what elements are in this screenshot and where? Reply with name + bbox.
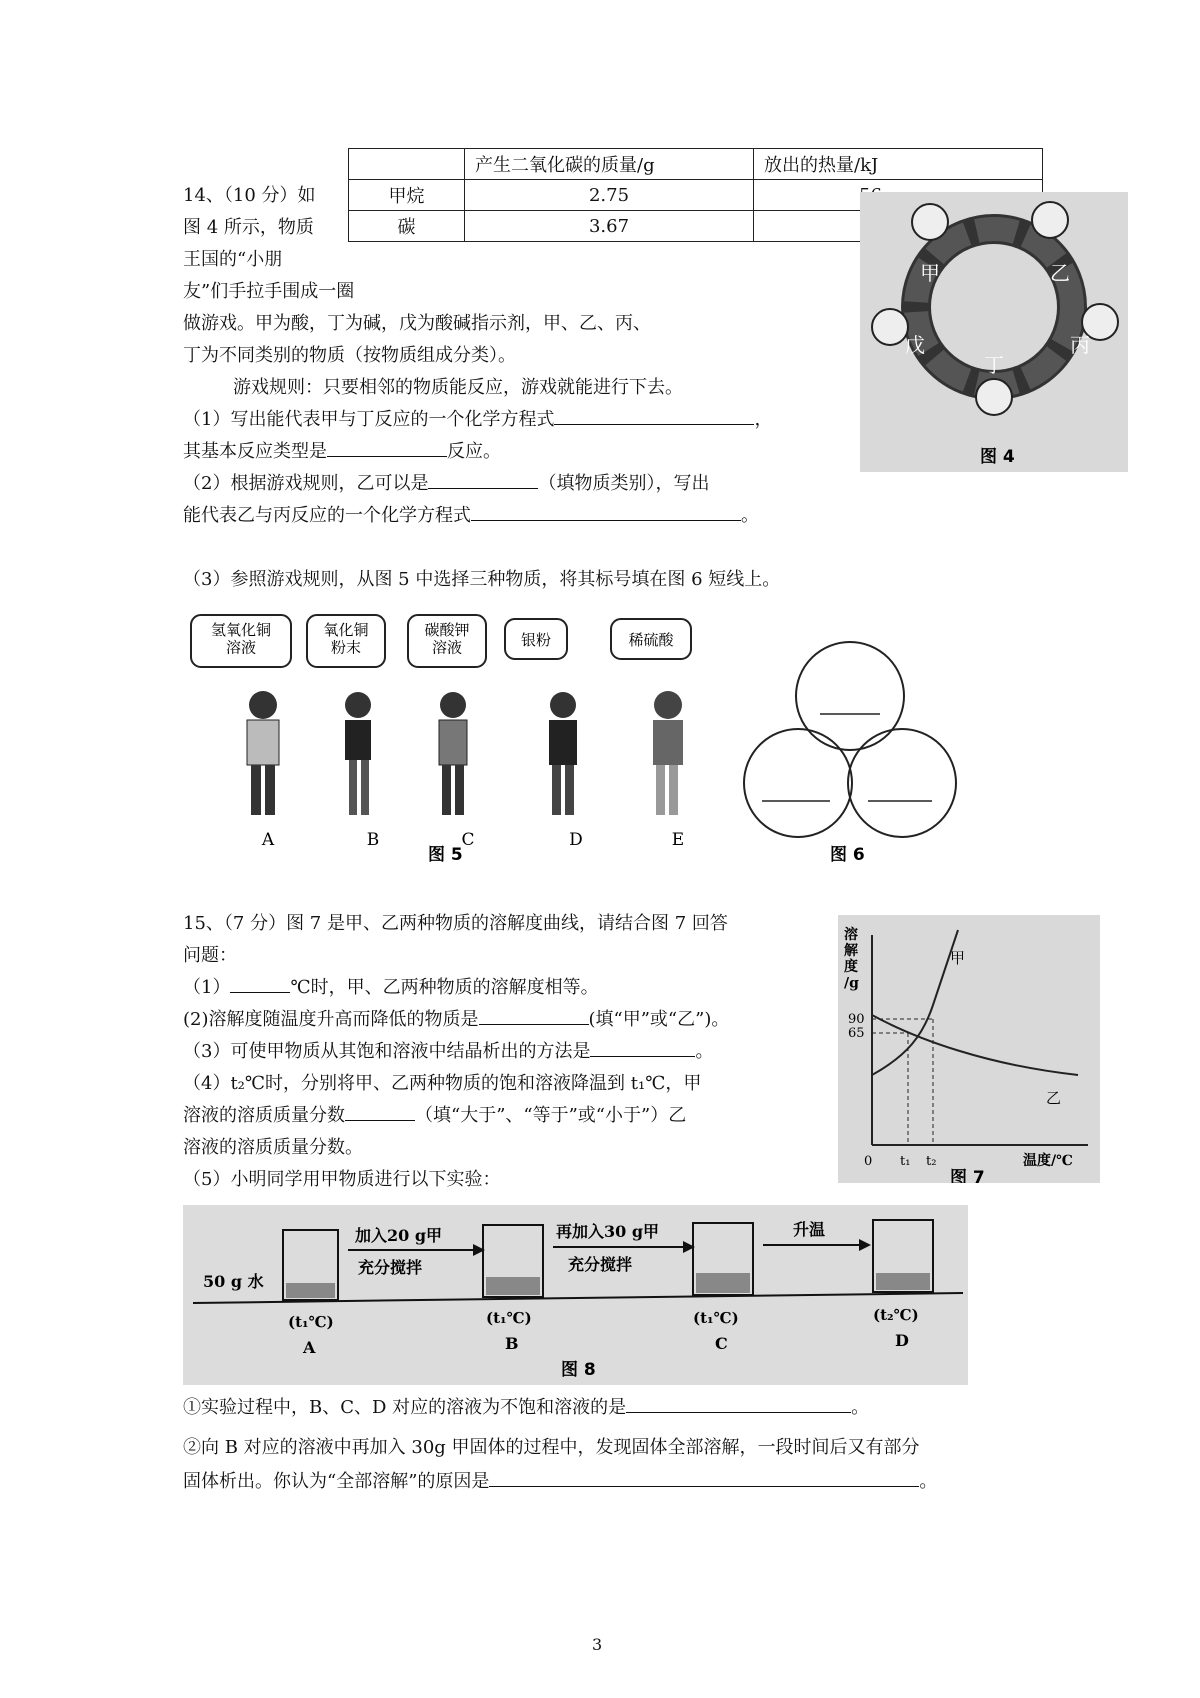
- q15-text: ①实验过程中，B、C、D 对应的溶液为不饱和溶液的是: [183, 1397, 627, 1418]
- origin-label: 0: [864, 1154, 873, 1169]
- option-letter: E: [671, 830, 685, 850]
- q14-part2: [183, 468, 709, 500]
- beaker-letter: C: [715, 1334, 728, 1353]
- experiment-diagram: [183, 1205, 968, 1385]
- table-cell: 2.75: [465, 180, 754, 211]
- q14-part1-text: 其基本反应类型是: [183, 441, 327, 462]
- answer-blank[interactable]: [489, 1466, 919, 1487]
- q15-text: 固体析出。你认为“全部溶解”的原因是: [183, 1471, 490, 1492]
- q15-text: 溶液的溶质质量分数: [183, 1105, 345, 1126]
- q15-part4: （4）t₂℃时，分别将甲、乙两种物质的饱和溶液降温到 t₁℃，甲: [183, 1073, 702, 1094]
- y-tick: 90: [848, 1012, 865, 1027]
- figure-5: [183, 605, 723, 870]
- q14-part1-text: ，: [754, 409, 773, 430]
- figure-caption: 图 6: [830, 845, 865, 865]
- beaker-letter: B: [505, 1334, 519, 1353]
- figure-7: [838, 915, 1100, 1183]
- beaker-temp: (t₂℃): [873, 1306, 919, 1324]
- fig6-circle-top: [796, 642, 904, 750]
- option-letter: A: [261, 830, 275, 850]
- beaker-b: [483, 1225, 543, 1353]
- q15-part4-line2: [183, 1100, 686, 1132]
- q15-sub2-line2: [183, 1466, 937, 1498]
- table-cell: 3.67: [465, 211, 754, 242]
- y-axis-label: 溶解度/g: [844, 927, 859, 992]
- fig4-label: 丁: [984, 353, 1004, 377]
- q15-text: 。: [695, 1041, 714, 1062]
- figure-caption: 图 7: [950, 1168, 985, 1183]
- q15-text: 。: [919, 1471, 938, 1492]
- arrow-label: 再加入30 g甲: [556, 1222, 660, 1241]
- q14-part1: [183, 404, 772, 436]
- q14-part1-text: （1）写出能代表甲与丁反应的一个化学方程式: [183, 409, 555, 430]
- arrow-label: 加入20 g甲: [355, 1226, 443, 1245]
- series-label: 甲: [950, 949, 966, 967]
- q15-part4-line3: 溶液的溶质质量分数。: [183, 1137, 363, 1158]
- beaker-temp: (t₁℃): [288, 1313, 334, 1331]
- figure-caption: 图 8: [561, 1360, 596, 1380]
- q15-part5: （5）小明同学用甲物质进行以下实验：: [183, 1169, 501, 1190]
- arrow-label: 充分搅拌: [568, 1255, 633, 1274]
- table-cell: 碳: [349, 211, 465, 242]
- q15-line: 问题：: [183, 945, 237, 966]
- answer-blank[interactable]: [428, 468, 538, 489]
- arrow-step-3: [763, 1220, 871, 1251]
- fig5-person-a: [191, 615, 291, 850]
- q14-part2-text: 能代表乙与丙反应的一个化学方程式: [183, 505, 471, 526]
- arrow-label: 升温: [793, 1220, 826, 1239]
- fig4-label: 甲: [920, 261, 940, 285]
- q14-line: 14、（10 分）如: [183, 185, 316, 206]
- table-header-cell: 放出的热量/kJ: [754, 149, 1043, 180]
- x-tick: t₂: [926, 1154, 937, 1169]
- q15-text: （3）可使甲物质从其饱和溶液中结晶析出的方法是: [183, 1041, 591, 1062]
- game-rule: 游戏规则：只要相邻的物质能反应，游戏就能进行下去。: [233, 377, 683, 398]
- bubble-text: 稀硫酸: [628, 631, 674, 649]
- q14-line: 王国的“小朋: [183, 249, 283, 270]
- figure-4: [860, 192, 1128, 472]
- q15-text: （1）: [183, 977, 231, 998]
- q14-part2-text: （填物质类别），写出: [538, 473, 710, 494]
- fig5-person-b: [307, 615, 385, 850]
- answer-blank[interactable]: [471, 500, 741, 521]
- q15-sub2: ②向 B 对应的溶液中再加入 30g 甲固体的过程中，发现固体全部溶解，一段时间后又有部分: [183, 1437, 920, 1458]
- figure-8: [183, 1205, 968, 1385]
- q14-part2-line2: [183, 500, 759, 532]
- fig6-circle-left: [744, 729, 852, 837]
- beaker-letter: D: [895, 1331, 909, 1350]
- option-letter: D: [569, 830, 583, 850]
- q15-text: (2)溶解度随温度升高而降低的物质是: [183, 1009, 479, 1030]
- answer-blank[interactable]: [479, 1004, 589, 1025]
- q15-part3: [183, 1036, 713, 1068]
- bubble-text: 氧化铜粉末: [323, 621, 369, 657]
- q15-text: （填“大于”、“等于”或“小于”）乙: [415, 1105, 687, 1126]
- x-axis-label: 温度/℃: [1023, 1153, 1073, 1169]
- q14-part2-text: 。: [741, 505, 759, 526]
- figure-caption: 图 4: [980, 447, 1015, 467]
- q14-part1-line2: [183, 436, 501, 468]
- bubble-text: 碳酸钾溶液: [424, 621, 470, 657]
- answer-blank[interactable]: [554, 404, 754, 425]
- answer-blank[interactable]: [626, 1392, 851, 1413]
- y-tick: 65: [848, 1026, 865, 1041]
- q14-part2-text: （2）根据游戏规则，乙可以是: [183, 473, 429, 494]
- table-header-cell: [349, 149, 465, 180]
- curve-yi: [872, 1015, 1078, 1075]
- fig6-circle-right: [848, 729, 956, 837]
- arrow-step-2: [553, 1222, 695, 1274]
- table-header-cell: 产生二氧化碳的质量/g: [465, 149, 754, 180]
- x-tick: t₁: [900, 1154, 911, 1169]
- beaker-d: [873, 1220, 933, 1350]
- q14-line: 友”们手拉手围成一圈: [183, 281, 355, 302]
- q15-sub1: [183, 1392, 869, 1424]
- beaker-temp: (t₁℃): [486, 1309, 532, 1327]
- q14-line: 做游戏。甲为酸，丁为碱，戊为酸碱指示剂，甲、乙、丙、: [183, 313, 651, 334]
- q14-part3: （3）参照游戏规则，从图 5 中选择三种物质，将其标号填在图 6 短线上。: [183, 569, 781, 590]
- page-number: 3: [592, 1635, 603, 1654]
- option-letter: B: [366, 830, 380, 850]
- fig4-label: 戊: [905, 333, 925, 357]
- solubility-chart: [838, 915, 1100, 1183]
- answer-blank[interactable]: [327, 436, 447, 457]
- fig4-label: 乙: [1050, 261, 1070, 285]
- children-circle-illustration: [860, 192, 1128, 472]
- answer-blank[interactable]: [230, 972, 290, 993]
- q14-line: 图 4 所示，物质: [183, 217, 314, 238]
- arrow-label: 充分搅拌: [358, 1258, 423, 1277]
- table-cell: 甲烷: [349, 180, 465, 211]
- water-label: 50 g 水: [203, 1272, 264, 1291]
- q14-part1-text: 反应。: [447, 441, 501, 462]
- q15-line: 15、（7 分）图 7 是甲、乙两种物质的溶解度曲线，请结合图 7 回答: [183, 913, 728, 934]
- q15-part1: [183, 972, 599, 1004]
- answer-blank[interactable]: [590, 1036, 695, 1057]
- bubble-text: 氢氧化铜溶液: [210, 621, 272, 657]
- q14-line: 丁为不同类别的物质（按物质组成分类）。: [183, 345, 516, 366]
- curve-jia: [872, 930, 958, 1075]
- beaker-temp: (t₁℃): [693, 1309, 739, 1327]
- q15-text: (填“甲”或“乙”)。: [588, 1009, 730, 1030]
- figure-6: [740, 638, 960, 868]
- arrow-step-1: [348, 1226, 485, 1277]
- fig5-person-d: [505, 619, 583, 850]
- answer-blank[interactable]: [345, 1100, 415, 1121]
- figure-caption: 图 5: [428, 845, 463, 865]
- fig4-label: 丙: [1070, 333, 1090, 357]
- fig5-person-c: [408, 615, 486, 850]
- beaker-a: [283, 1230, 338, 1357]
- series-label: 乙: [1046, 1089, 1062, 1107]
- option-letter: C: [461, 830, 475, 850]
- q15-text: 。: [851, 1397, 870, 1418]
- beaker-letter: A: [303, 1338, 316, 1357]
- q15-part2: [183, 1004, 729, 1036]
- bubble-text: 银粉: [520, 631, 552, 649]
- fig5-person-e: [611, 619, 691, 850]
- q15-text: ℃时，甲、乙两种物质的溶解度相等。: [290, 977, 599, 998]
- beaker-c: [693, 1223, 753, 1353]
